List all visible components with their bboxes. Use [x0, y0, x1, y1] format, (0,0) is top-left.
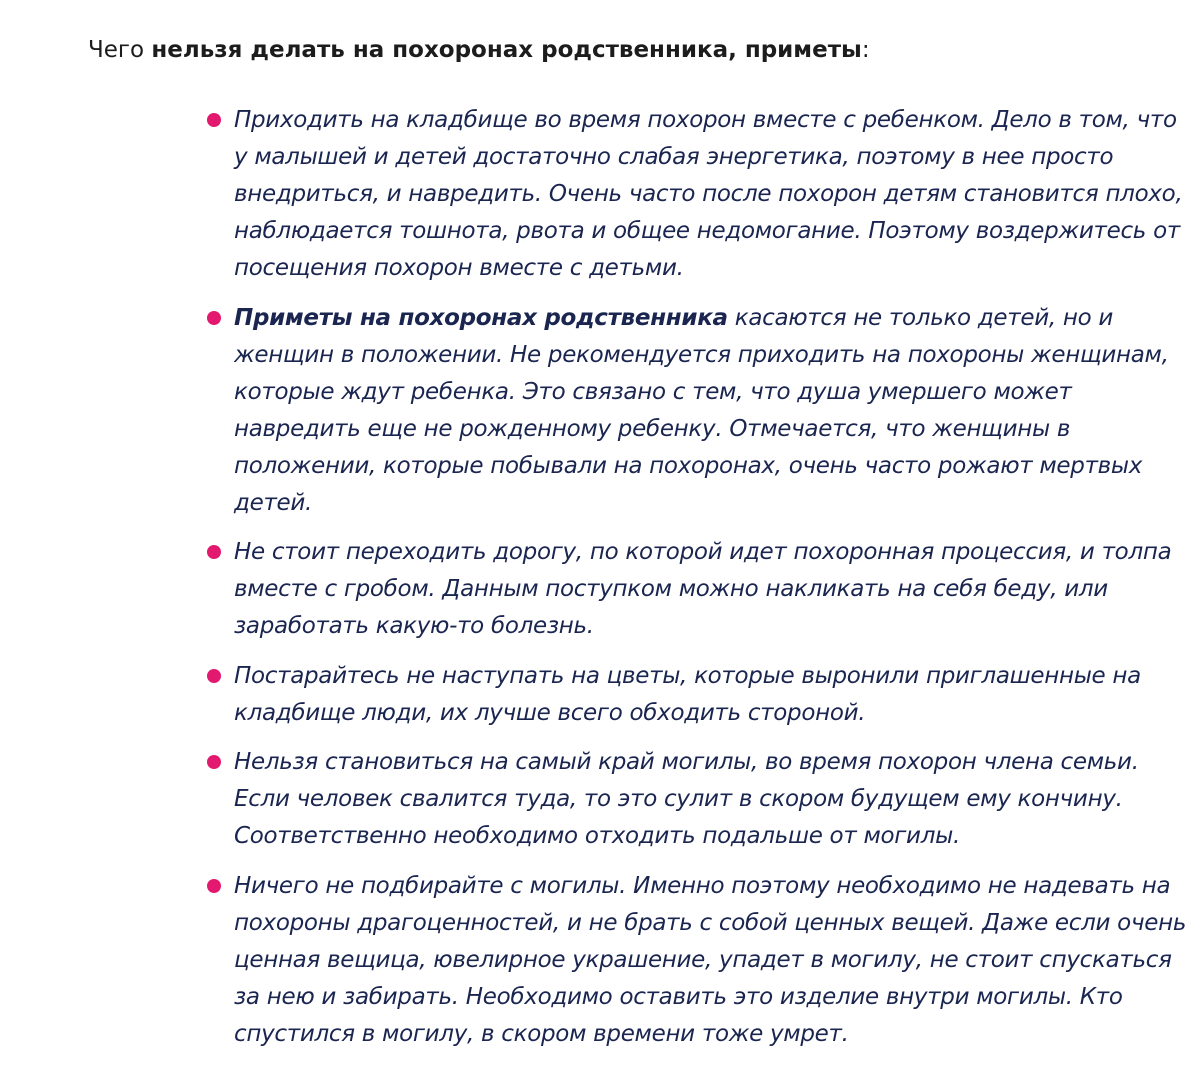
- bullet-dot-icon: [207, 755, 221, 769]
- bullet-dot-icon: [207, 311, 221, 325]
- intro-prefix: Чего: [88, 37, 152, 63]
- list-item-bold: Приметы на похоронах родственника: [234, 304, 728, 331]
- list-item-text: Нельзя становиться на самый край могилы, во время похорон члена семьи. Если человек свалится туда, то это сулит в скором будущем ему кончину. Соответственно необходимо отходить подальше от могилы.: [234, 749, 1139, 849]
- list-item-text: Ничего не подбирайте с могилы. Именно поэтому необходимо не надевать на похороны драгоценностей, и не брать с собой ценных вещей. Даже если очень ценная вещица, ювелирное украшение, упадет в могилу, не стоит спускаться за нею и забирать. Необходимо оставить это изделие внутри могилы. Кто спустился в могилу, в скором времени тоже умрет.: [234, 872, 1187, 1047]
- list-item: [234, 868, 1194, 1053]
- omens-list: [234, 102, 1194, 1065]
- intro-paragraph: [88, 32, 1168, 68]
- list-item: [234, 102, 1194, 287]
- list-item-text: касаются не только детей, но и женщин в положении. Не рекомендуется приходить на похороны женщинам, которые ждут ребенка. Это связано с тем, что душа умершего может навредить еще не рожденному ребенку. Отмечается, что женщины в положении, которые побывали на похоронах, очень часто рожают мертвых детей.: [234, 304, 1169, 516]
- bullet-dot-icon: [207, 113, 221, 127]
- list-item: [234, 744, 1194, 855]
- list-item: [234, 534, 1194, 645]
- list-item: [234, 300, 1194, 522]
- list-item: [234, 658, 1194, 732]
- bullet-dot-icon: [207, 879, 221, 893]
- bullet-dot-icon: [207, 669, 221, 683]
- list-item-text: Приходить на кладбище во время похорон вместе с ребенком. Дело в том, что у малышей и детей достаточно слабая энергетика, поэтому в нее просто внедриться, и навредить. Очень часто после похорон детям становится плохо, наблюдается тошнота, рвота и общее недомогание. Поэтому воздержитесь от посещения похорон вместе с детьми.: [234, 107, 1183, 281]
- intro-bold-heading: нельзя делать на похоронах родственника, приметы: [151, 37, 862, 63]
- intro-suffix: :: [861, 37, 870, 63]
- bullet-dot-icon: [207, 545, 221, 559]
- list-item-text: Постарайтесь не наступать на цветы, которые выронили приглашенные на кладбище люди, их лучше всего обходить стороной.: [234, 662, 1141, 726]
- list-item-text: Не стоит переходить дорогу, по которой идет похоронная процессия, и толпа вместе с гробом. Данным поступком можно накликать на себя беду, или заработать какую-то болезнь.: [234, 539, 1172, 639]
